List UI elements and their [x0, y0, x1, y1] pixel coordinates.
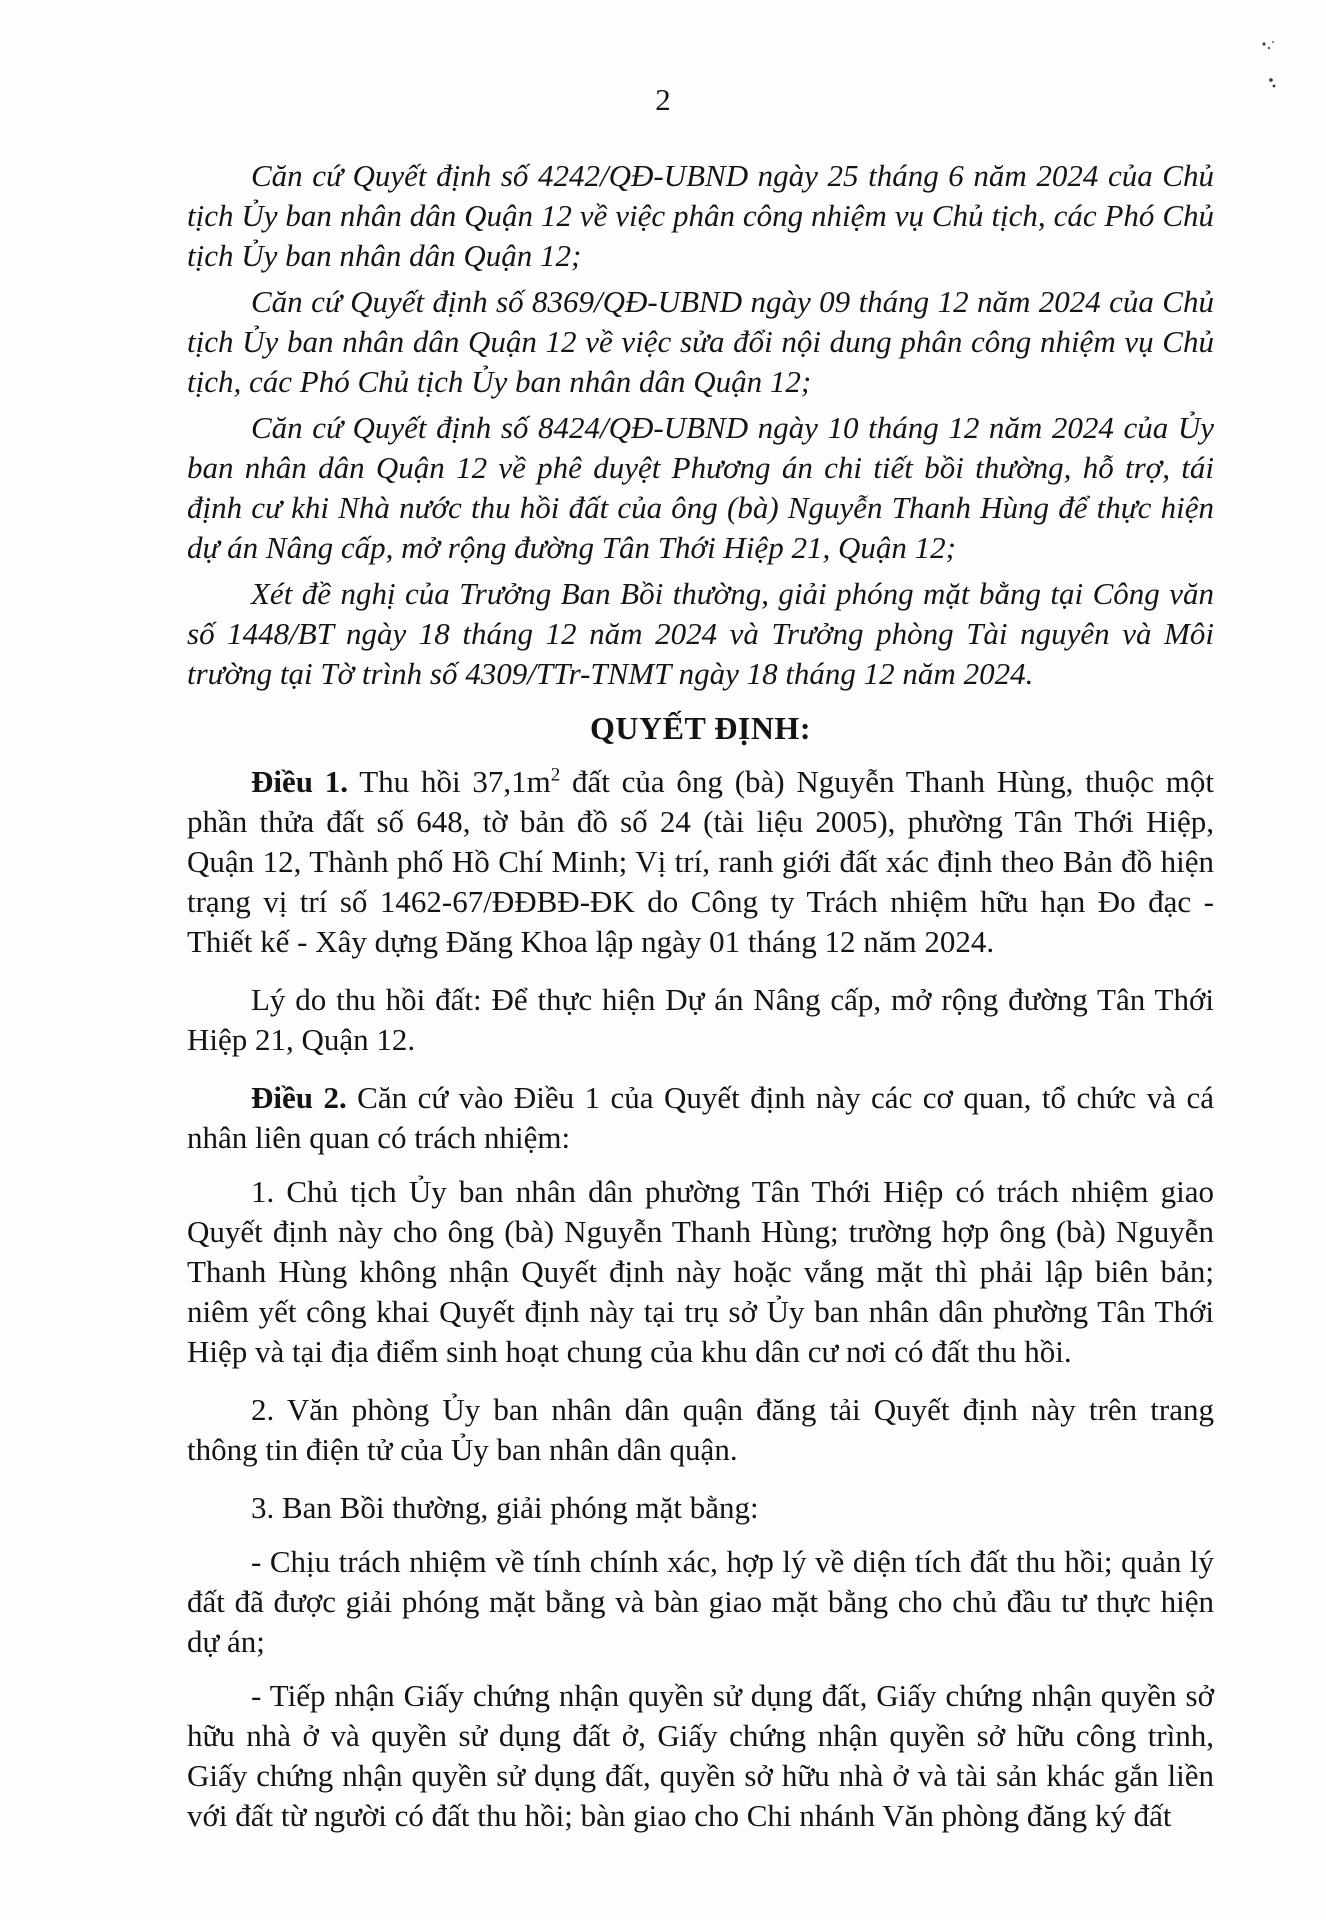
article-1-reason: Lý do thu hồi đất: Để thực hiện Dự án Nâng cấp, mở rộng đường Tân Thới Hiệp 21, Quận 12.	[187, 982, 1214, 1057]
article-2-item-3-bullet-1: - Chịu trách nhiệm về tính chính xác, hợp lý về diện tích đất thu hồi; quản lý đất đã được giải phóng mặt bằng và bàn giao mặt bằng cho chủ đầu tư thực hiện dự án;	[187, 1544, 1214, 1659]
square-meter-superscript: 2	[550, 764, 561, 786]
article-2-item-3-bullet-2: - Tiếp nhận Giấy chứng nhận quyền sử dụng đất, Giấy chứng nhận quyền sở hữu nhà ở và quyền sử dụng đất ở, Giấy chứng nhận quyền sở hữu công trình, Giấy chứng nhận quyền sử dụng đất, quyền sở hữu nhà ở và tài sản khác gắn liền với đất từ người có đất thu hồi; bàn giao cho Chi nhánh Văn phòng đăng ký đất	[187, 1678, 1214, 1833]
document-body	[187, 156, 1214, 1836]
article-2-item-2: 2. Văn phòng Ủy ban nhân dân quận đăng tải Quyết định này trên trang thông tin điện tử của Ủy ban nhân dân quận.	[187, 1392, 1214, 1467]
preamble-paragraph-3: Căn cứ Quyết định số 8424/QĐ-UBND ngày 10 tháng 12 năm 2024 của Ủy ban nhân dân Quận 12 về phê duyệt Phương án chi tiết bồi thường, hỗ trợ, tái định cư khi Nhà nước thu hồi đất của ông (bà) Nguyễn Thanh Hùng để thực hiện dự án Nâng cấp, mở rộng đường Tân Thới Hiệp 21, Quận 12;	[187, 410, 1214, 565]
article-2-item-3: 3. Ban Bồi thường, giải phóng mặt bằng:	[251, 1490, 759, 1525]
preamble-paragraph-4: Xét đề nghị của Trưởng Ban Bồi thường, giải phóng mặt bằng tại Công văn số 1448/BT ngày 18 tháng 12 năm 2024 và Trưởng phòng Tài nguyên và Môi trường tại Tờ trình số 4309/TTr-TNMT ngày 18 tháng 12 năm 2024.	[187, 576, 1214, 691]
preamble-paragraph-2: Căn cứ Quyết định số 8369/QĐ-UBND ngày 09 tháng 12 năm 2024 của Chủ tịch Ủy ban nhân dân Quận 12 về việc sửa đổi nội dung phân công nhiệm vụ Chủ tịch, các Phó Chủ tịch Ủy ban nhân dân Quận 12;	[187, 284, 1214, 399]
preamble-paragraph-1: Căn cứ Quyết định số 4242/QĐ-UBND ngày 25 tháng 6 năm 2024 của Chủ tịch Ủy ban nhân dân Quận 12 về việc phân công nhiệm vụ Chủ tịch, các Phó Chủ tịch Ủy ban nhân dân Quận 12;	[187, 158, 1214, 273]
article-2-item-1: 1. Chủ tịch Ủy ban nhân dân phường Tân Thới Hiệp có trách nhiệm giao Quyết định này cho ông (bà) Nguyễn Thanh Hùng; trường hợp ông (bà) Nguyễn Thanh Hùng không nhận Quyết định này hoặc vắng mặt thì phải lập biên bản; niêm yết công khai Quyết định này tại trụ sở Ủy ban nhân dân phường Tân Thới Hiệp và tại địa điểm sinh hoạt chung của khu dân cư nơi có đất thu hồi.	[187, 1174, 1214, 1369]
article-1-text-part-2: đất của ông (bà) Nguyễn Thanh Hùng, thuộc một phần thửa đất số 648, tờ bản đồ số 24 (tài liệu 2005), phường Tân Thới Hiệp, Quận 12, Thành phố Hồ Chí Minh; Vị trí, ranh giới đất xác định theo Bản đồ hiện trạng vị trí số 1462-67/ĐĐBĐ-ĐK do Công ty Trách nhiệm hữu hạn Đo đạc - Thiết kế - Xây dựng Đăng Khoa lập ngày 01 tháng 12 năm 2024.	[187, 764, 1214, 959]
article-1-label: Điều 1.	[251, 764, 349, 799]
page-number: 2	[655, 82, 671, 117]
article-2-label: Điều 2.	[251, 1080, 347, 1115]
article-1-text-part-1: Thu hồi 37,1m	[348, 764, 551, 799]
decision-heading: QUYẾT ĐỊNH:	[590, 710, 811, 746]
article-2-paragraph	[187, 1078, 1214, 1158]
article-1-paragraph	[187, 762, 1214, 962]
article-2-intro: Căn cứ vào Điều 1 của Quyết định này các cơ quan, tổ chức và cá nhân liên quan có trách nhiệm:	[187, 1080, 1214, 1155]
